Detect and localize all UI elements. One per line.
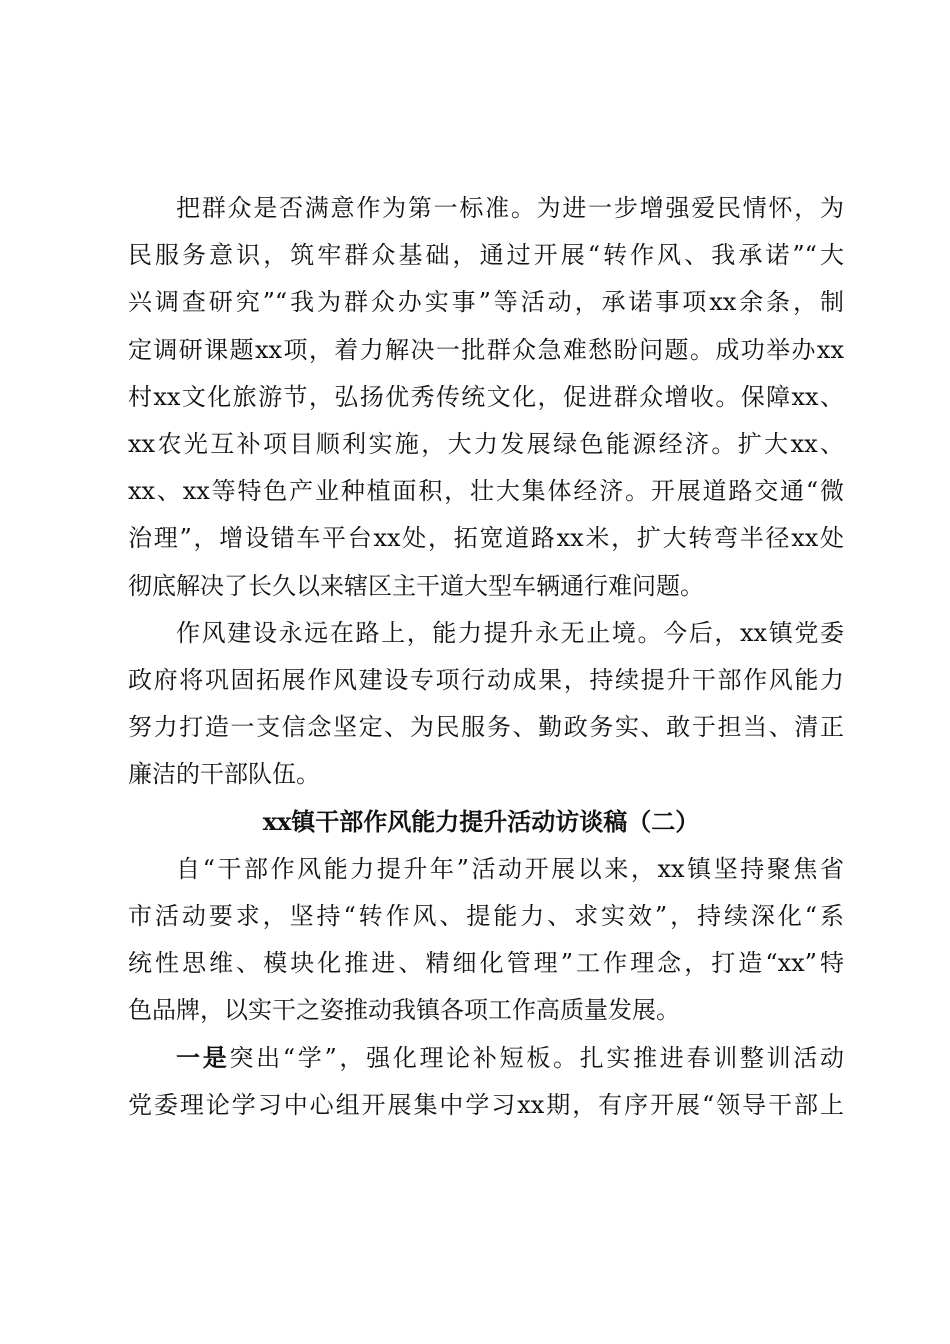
paragraph-line: 廉洁的干部队伍。 xyxy=(128,760,320,789)
paragraph-line: 定调研课题xx项，着力解决一批群众急难愁盼问题。成功举办xx xyxy=(128,335,844,364)
point-text: 突出“学”，强化理论补短板。扎实推进春训整训活动 xyxy=(229,1044,844,1073)
point-label: 一是 xyxy=(176,1043,230,1073)
paragraph-line: 党委理论学习中心组开展集中学习xx期，有序开展“领导干部上 xyxy=(128,1090,844,1119)
paragraph-line: 色品牌，以实干之姿推动我镇各项工作高质量发展。 xyxy=(128,996,680,1025)
paragraph-line: 治理”，增设错车平台xx处，拓宽道路xx米，扩大转弯半径xx处 xyxy=(128,524,844,553)
paragraph-line: 市活动要求，坚持“转作风、提能力、求实效”，持续深化“系 xyxy=(128,901,844,930)
paragraph-1 xyxy=(128,185,844,610)
paragraph-line: 作风建设永远在路上，能力提升永无止境。今后，xx镇党委 xyxy=(176,618,844,647)
paragraph-line: xx农光互补项目顺利实施，大力发展绿色能源经济。扩大xx、 xyxy=(128,429,844,458)
paragraph-line: 民服务意识，筑牢群众基础，通过开展“转作风、我承诺”“大 xyxy=(128,241,844,270)
paragraph-line xyxy=(128,1034,844,1081)
paragraph-2 xyxy=(128,610,844,799)
paragraph-line: xx、xx等特色产业种植面积，壮大集体经济。开展道路交通“微 xyxy=(128,477,844,506)
paragraph-line: 努力打造一支信念坚定、为民服务、勤政务实、敢于担当、清正 xyxy=(128,713,844,742)
paragraph-line: 统性思维、模块化推进、精细化管理”工作理念，打造“xx”特 xyxy=(128,949,844,977)
paragraph-line: 村xx文化旅游节，弘扬优秀传统文化，促进群众增收。保障xx、 xyxy=(128,382,844,411)
paragraph-line: 彻底解决了长久以来辖区主干道大型车辆通行难问题。 xyxy=(128,571,704,600)
paragraph-line: 兴调查研究”“我为群众办实事”等活动，承诺事项xx余条，制 xyxy=(128,288,844,317)
document-body xyxy=(128,185,844,1129)
paragraph-3 xyxy=(128,846,844,1035)
paragraph-line: 把群众是否满意作为第一标准。为进一步增强爱民情怀，为 xyxy=(176,194,844,222)
paragraph-line: 政府将巩固拓展作风建设专项行动成果，持续提升干部作风能力 xyxy=(128,665,844,694)
paragraph-4 xyxy=(128,1034,844,1128)
paragraph-line: 自“干部作风能力提升年”活动开展以来，xx镇坚持聚焦省 xyxy=(176,854,844,883)
section-heading: xx镇干部作风能力提升活动访谈稿（二） xyxy=(262,807,700,837)
